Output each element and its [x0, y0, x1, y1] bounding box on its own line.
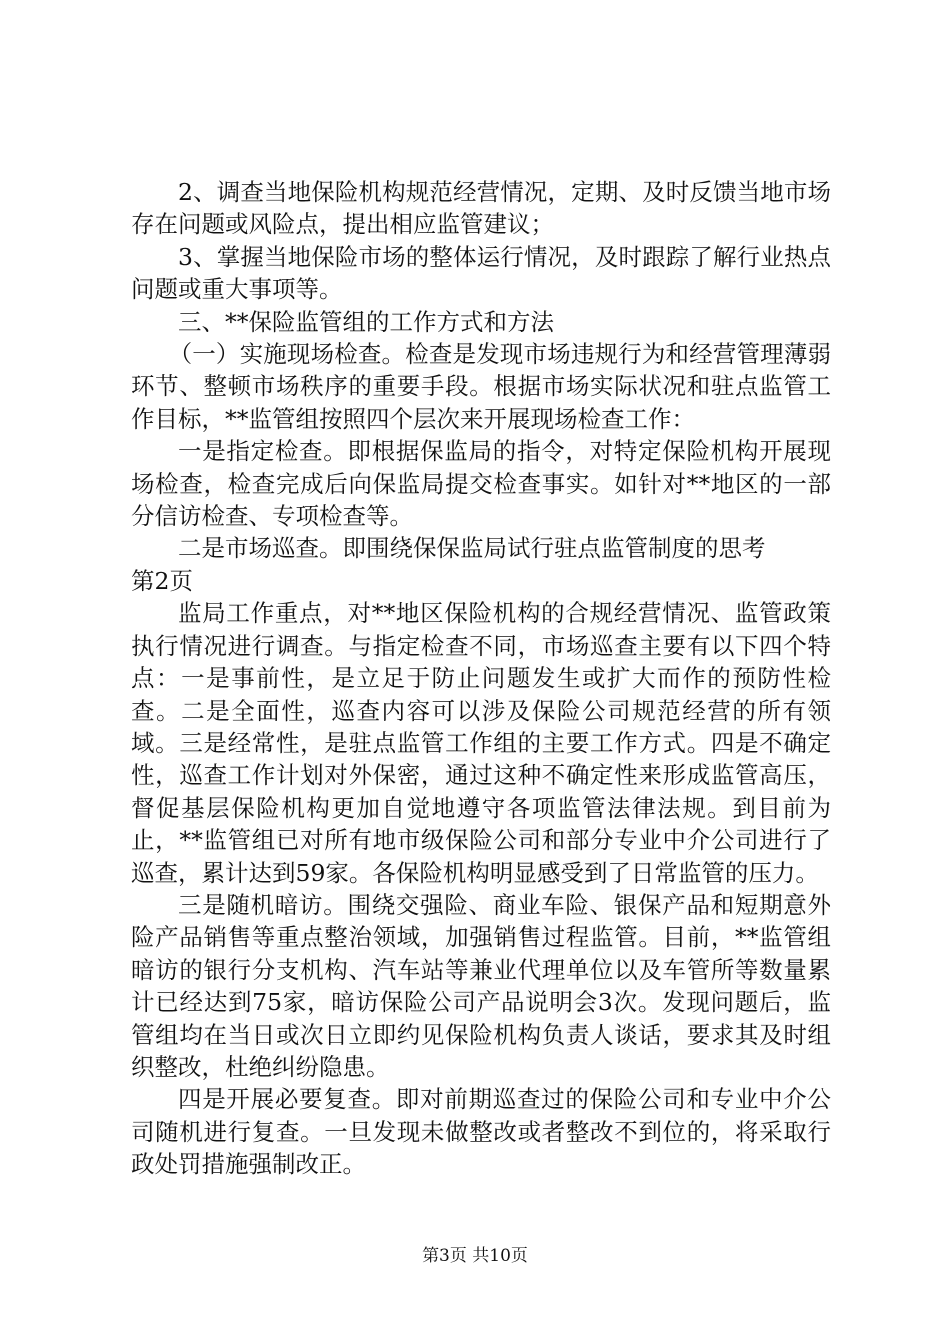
inline-page-marker: 第2页 — [131, 566, 193, 595]
paragraph-onsite-inspection: （一）实施现场检查。检查是发现市场违规行为和经营管理薄弱环节、整顿市场秩序的重要手段。根据市场实际状况和驻点监管工作目标，**监管组按照四个层次来开展现场检查工作： — [131, 340, 831, 433]
paragraph-item-2: 2、调查当地保险机构规范经营情况，定期、及时反馈当地市场存在问题或风险点，提出相应监管建议； — [131, 178, 831, 239]
paragraph-market-patrol: 监局工作重点，对**地区保险机构的合规经营情况、监管政策执行情况进行调查。与指定检查不同，市场巡查主要有以下四个特点：一是事前性，是立足于防止问题发生或扩大而作的预防性检查。二是全面性，巡查内容可以涉及保险公司规范经营的所有领域。三是经常性，是驻点监管工作组的主要工作方式。四是不确定性，巡查工作计划对外保密，通过这种不确定性来形成监管高压，督促基层保险机构更加自觉地遵守各项监管法律法规。到目前为止，**监管组已对所有地市级保险公司和部分专业中介公司进行了巡查，累计达到59家。各保险机构明显感受到了日常监管的压力。 — [131, 599, 831, 887]
paragraph-market-patrol-intro: 二是市场巡查。即围绕保保监局试行驻点监管制度的思考 — [178, 534, 766, 563]
paragraph-item-3: 3、掌握当地保险市场的整体运行情况，及时跟踪了解行业热点问题或重大事项等。 — [131, 242, 831, 304]
page-footer: 第3页 共10页 — [422, 1246, 528, 1266]
document-body — [131, 176, 831, 1181]
paragraph-reinspection: 四是开展必要复查。即对前期巡查过的保险公司和专业中介公司随机进行复查。一旦发现未做整改或者整改不到位的，将采取行政处罚措施强制改正。 — [131, 1085, 831, 1179]
paragraph-random-visit: 三是随机暗访。围绕交强险、商业车险、银保产品和短期意外险产品销售等重点整治领域，加强销售过程监管。目前，**监管组暗访的银行分支机构、汽车站等兼业代理单位以及车管所等数量累计已经达到75家，暗访保险公司产品说明会3次。发现问题后，监管组均在当日或次日立即约见保险机构负责人谈话，要求其及时组织整改，杜绝纠纷隐患。 — [131, 890, 831, 1081]
paragraph-designated-inspection: 一是指定检查。即根据保监局的指令，对特定保险机构开展现场检查，检查完成后向保监局提交检查事实。如针对**地区的一部分信访检查、专项检查等。 — [131, 437, 831, 531]
section-heading: 三、**保险监管组的工作方式和方法 — [178, 307, 554, 336]
